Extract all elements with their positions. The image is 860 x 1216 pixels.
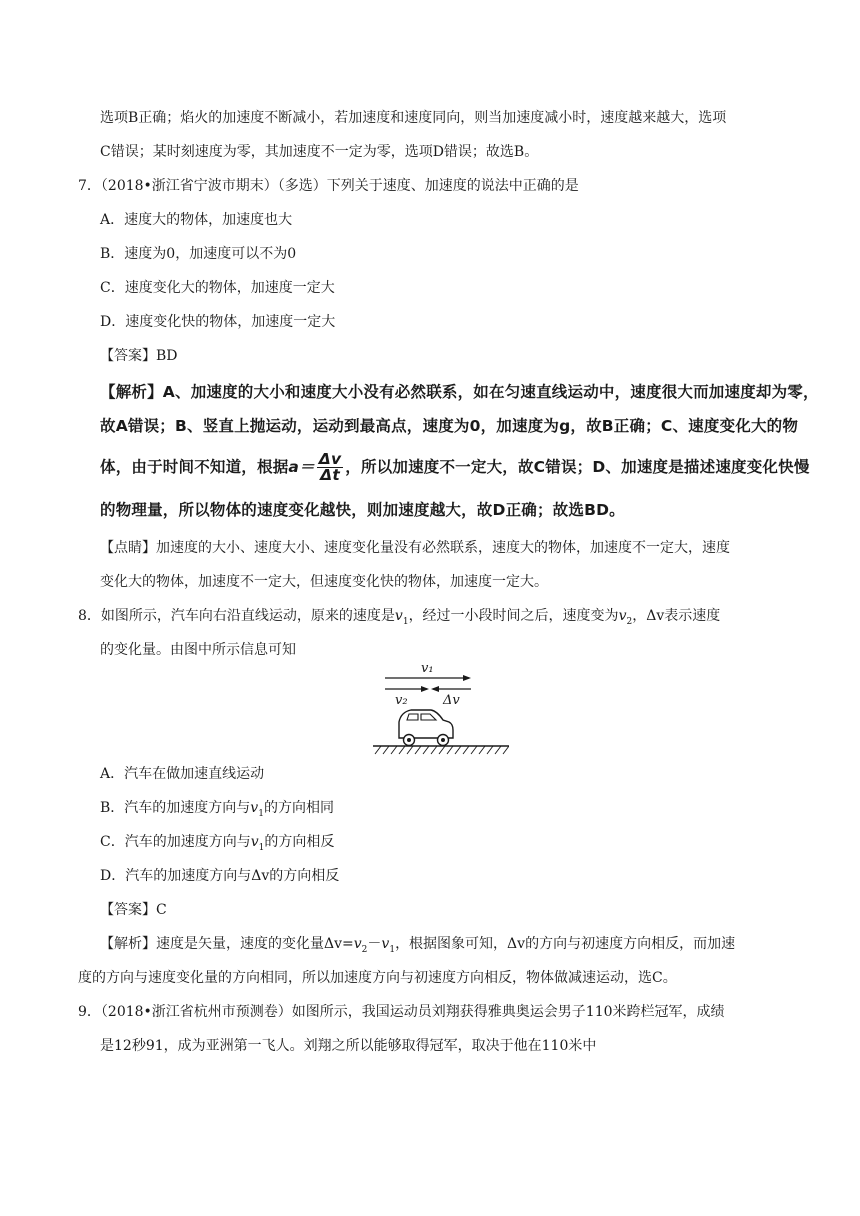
- q8-option-b-post: 的方向相同: [263, 800, 334, 816]
- q8-option-c-v: v: [250, 834, 259, 850]
- label-delta-v: Δv: [443, 693, 460, 708]
- q8-v2-sub: 2: [626, 616, 633, 627]
- q8-v1-sub: 1: [402, 616, 409, 627]
- arrow-v1-head: [463, 675, 471, 681]
- q8-stem-part-a: 8．如图所示，汽车向右沿直线运动，原来的速度是: [78, 608, 395, 624]
- prev-analysis-line2: C错误；某时刻速度为零，其加速度不一定为零，选项D错误；故选B。: [100, 144, 539, 160]
- q7-option-c: C．速度变化大的物体，加速度一定大: [100, 280, 335, 296]
- q8-option-d: D．汽车的加速度方向与Δv的方向相反: [100, 868, 340, 884]
- q7-tip-line2: 变化大的物体，加速度不一定大，但速度变化快的物体，加速度一定大。: [100, 574, 548, 590]
- q8-analysis-line2: 度的方向与速度变化量的方向相同，所以加速度方向与初速度方向相反，物体做减速运动，选C。: [78, 970, 677, 986]
- q8-analysis-v1-sub: 1: [389, 944, 396, 955]
- q7-analysis-line3: [100, 452, 810, 483]
- q7-answer: 【答案】BD: [100, 348, 178, 364]
- car-icon: [399, 710, 453, 746]
- q8-stem-line2: 的变化量。由图中所示信息可知: [100, 642, 296, 658]
- car-velocity-figure: [373, 660, 509, 756]
- q8-option-b-pre: B．汽车的加速度方向与: [100, 800, 251, 816]
- formula-denominator: Δt: [320, 466, 340, 484]
- arrow-v2-head: [421, 686, 429, 692]
- label-v1: v₁: [421, 661, 434, 676]
- formula-fraction: [317, 452, 344, 483]
- q8-analysis-v2-sub: 2: [361, 944, 368, 955]
- q8-stem-line1: [78, 606, 720, 632]
- q8-option-b-v: v: [250, 800, 259, 816]
- label-v2: v₂: [395, 693, 408, 708]
- ground-hatching: [375, 746, 509, 754]
- q8-option-b: [100, 798, 334, 824]
- prev-analysis-line1: 选项B正确；焰火的加速度不断减小，若加速度和速度同向，则当加速度减小时，速度越来越大，选项: [100, 110, 727, 126]
- formula-numerator: Δv: [318, 450, 342, 468]
- q8-option-c-post: 的方向相反: [264, 834, 335, 850]
- q8-option-b-sub: 1: [258, 808, 264, 819]
- arrow-delta-v-head: [431, 686, 439, 692]
- q7-option-d: D．速度变化快的物体，加速度一定大: [100, 314, 336, 330]
- q8-analysis-v2: v: [353, 936, 362, 952]
- q7-analysis-line4: 的物理量，所以物体的速度变化越快，则加速度越大，故D正确；故选BD。: [100, 501, 625, 519]
- q8-analysis-v1: v: [381, 936, 390, 952]
- q7-analysis-line2: 故A错误；B、竖直上抛运动，运动到最高点，速度为0，加速度为g，故B正确；C、速度变化大的物: [100, 417, 799, 435]
- q8-analysis-minus: －: [367, 936, 382, 952]
- q8-option-c-pre: C．汽车的加速度方向与: [100, 834, 251, 850]
- q8-stem-part-b: ，经过一小段时间之后，速度变为: [408, 608, 619, 624]
- q8-option-c-sub: 1: [258, 842, 265, 853]
- q8-analysis-line1: [100, 934, 735, 960]
- q7-tip-line1: 【点睛】加速度的大小、速度大小、速度变化量没有必然联系，速度大的物体，加速度不一定大，速度: [100, 540, 730, 556]
- q8-analysis-part-a: 【解析】速度是矢量，速度的变化量Δv=: [100, 936, 354, 952]
- q8-option-c: [100, 832, 334, 858]
- q8-stem-part-c: ，Δv表示速度: [632, 608, 721, 624]
- q7-analysis-line3-post: ，所以加速度不一定大，故C错误；D、加速度是描述速度变化快慢: [345, 458, 810, 476]
- q7-analysis-line3-pre: 体，由于时间不知道，根据: [100, 458, 289, 476]
- formula-lhs: a＝: [288, 458, 315, 476]
- q8-analysis-part-c: ，根据图象可知，Δv的方向与初速度方向相反，而加速: [395, 936, 736, 952]
- q8-v2: v: [618, 608, 627, 624]
- q7-option-a: A．速度大的物体，加速度也大: [100, 212, 293, 228]
- q7-option-b: B．速度为0，加速度可以不为0: [100, 246, 297, 262]
- q8-answer: 【答案】C: [100, 902, 167, 918]
- q8-v1: v: [394, 608, 403, 624]
- q7-analysis-line1: 【解析】A、加速度的大小和速度大小没有必然联系，如在匀速直线运动中，速度很大而加速度却为零，: [100, 383, 819, 401]
- q7-stem: 7．（2018•浙江省宁波市期末）（多选）下列关于速度、加速度的说法中正确的是: [78, 178, 579, 194]
- q9-stem-line1: 9．（2018•浙江省杭州市预测卷）如图所示，我国运动员刘翔获得雅典奥运会男子110米跨栏冠军，成绩: [78, 1004, 725, 1020]
- q8-option-a: A．汽车在做加速直线运动: [100, 766, 265, 782]
- q9-stem-line2: 是12秒91，成为亚洲第一飞人。刘翔之所以能够取得冠军，取决于他在110米中: [100, 1038, 597, 1054]
